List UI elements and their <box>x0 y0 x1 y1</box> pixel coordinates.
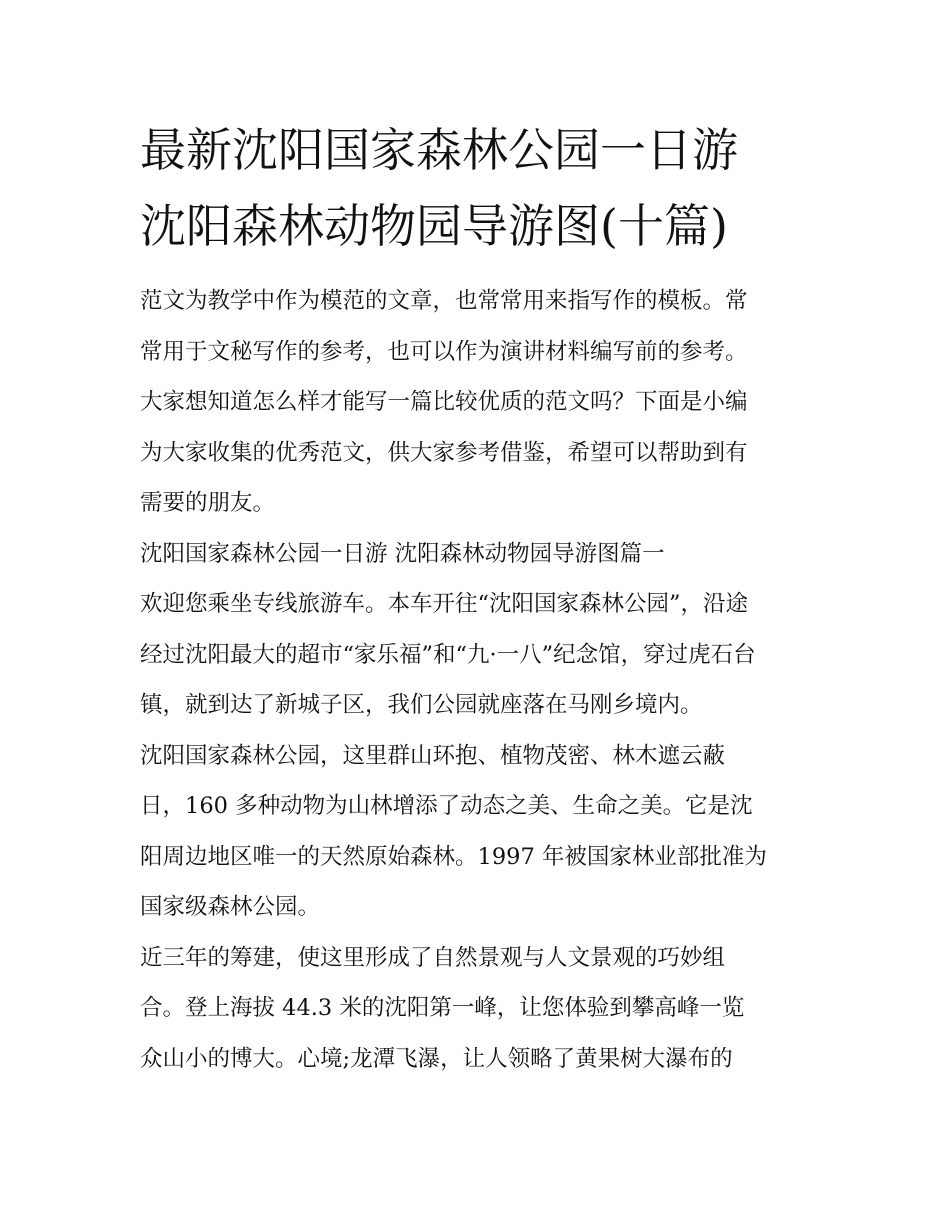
body-line: 国家级森林公园。 <box>140 894 321 920</box>
body-line: 近三年的筹建，使这里形成了自然景观与人文景观的巧妙组 <box>140 944 726 971</box>
body-line: 阳周边地区唯一的天然原始森林。1997 年被国家林业部批准为 <box>140 843 767 870</box>
body-line: 需要的朋友。 <box>140 490 276 516</box>
body-line: 镇，就到达了新城子区，我们公园就座落在马刚乡境内。 <box>140 692 703 718</box>
body-line: 大家想知道怎么样才能写一篇比较优质的范文吗？下面是小编 <box>140 389 748 415</box>
body-line: 日，160 多种动物为山林增添了动态之美、生命之美。它是沈 <box>140 793 753 819</box>
document-title <box>140 112 820 264</box>
body-line: 为大家收集的优秀范文，供大家参考借鉴，希望可以帮助到有 <box>140 439 748 466</box>
section-heading-line: 沈阳国家森林公园一日游 沈阳森林动物园导游图篇一 <box>140 540 665 567</box>
title-line-2: 沈阳森林动物园导游图(十篇) <box>140 199 728 253</box>
body-line: 常用于文秘写作的参考，也可以作为演讲材料编写前的参考。 <box>140 338 748 365</box>
body-line: 经过沈阳最大的超市“家乐福”和“九·一八”纪念馆，穿过虎石台 <box>140 641 756 668</box>
body-line: 合。登上海拔 44.3 米的沈阳第一峰，让您体验到攀高峰一览 <box>140 995 745 1021</box>
body-line: 范文为教学中作为模范的文章，也常常用来指写作的模板。常 <box>140 288 748 314</box>
body-line: 沈阳国家森林公园，这里群山环抱、植物茂密、林木遮云蔽 <box>140 742 726 769</box>
document-body <box>140 276 820 1084</box>
body-line: 众山小的博大。心境;龙潭飞瀑，让人领略了黄果树大瀑布的 <box>140 1045 733 1072</box>
title-line-1: 最新沈阳国家森林公园一日游 <box>140 123 738 177</box>
body-line: 欢迎您乘坐专线旅游车。本车开往“沈阳国家森林公园”，沿途 <box>140 591 749 617</box>
